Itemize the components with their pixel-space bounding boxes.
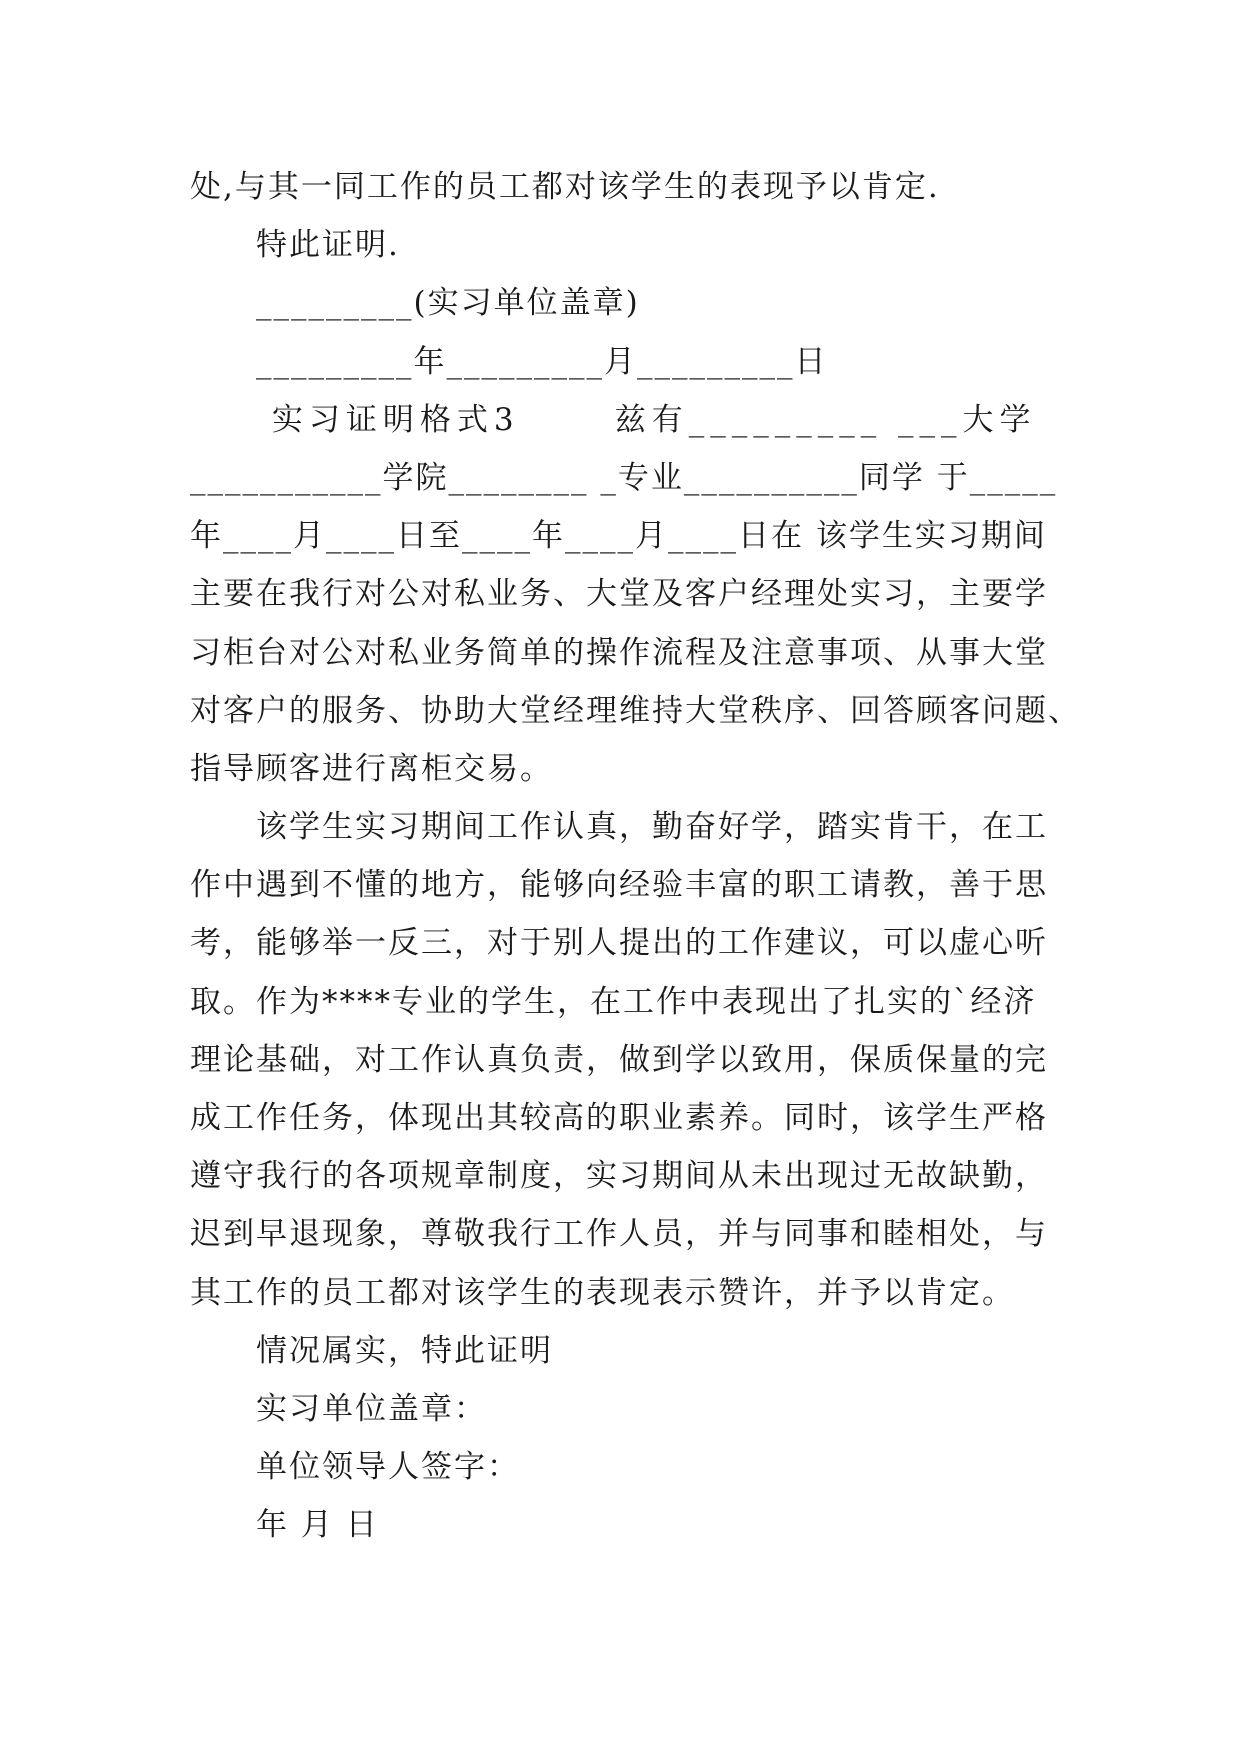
paragraph-line: 习柜台对公对私业务简单的操作流程及注意事项、从事大堂: [190, 634, 1048, 671]
paragraph-line: 其工作的员工都对该学生的表现表示赞许，并予以肯定。: [190, 1274, 1015, 1311]
paragraph-line: 成工作任务，体现出其较高的职业素养。同时，该学生严格: [190, 1100, 1048, 1136]
seal-line: _________(实习单位盖章): [256, 285, 640, 322]
paragraph-line: 取。作为****专业的学生，在工作中表现出了扎实的`经济: [190, 983, 1037, 1020]
paragraph-line: 迟到早退现象，尊敬我行工作人员，并与同事和睦相处，与: [190, 1216, 1048, 1253]
document-body: [190, 158, 1081, 1555]
paragraph-line: 主要在我行对公对私业务、大堂及客户经理处实习，主要学: [190, 576, 1048, 613]
seal-label: 实习单位盖章：: [256, 1390, 487, 1427]
paragraph-line: 处,与其一同工作的员工都对该学生的表现予以肯定.: [190, 169, 940, 205]
paragraph-line: 对客户的服务、协助大堂经理维持大堂秩序、回答顾客问题、: [190, 692, 1081, 729]
paragraph-line: 指导顾客进行离柜交易。: [190, 750, 553, 787]
paragraph-line: 考，能够举一反三，对于别人提出的工作建议，可以虚心听: [190, 925, 1048, 962]
date-line: _________年_________月_________日: [256, 343, 828, 380]
paragraph-line: 作中遇到不懂的地方，能够向经验丰富的职工请教，善于思: [190, 867, 1048, 904]
paragraph-line: 该学生实习期间工作认真，勤奋好学，踏实肯干，在工: [256, 809, 1048, 846]
paragraph-line: ___________学院________ _专业__________同学 于_____: [190, 459, 1058, 496]
paragraph-line: 年____月____日至____年____月____日在 该学生实习期间: [190, 518, 1047, 555]
paragraph-line: 特此证明.: [256, 227, 400, 264]
section-heading: 实习证明格式3 兹有_________ ___大学: [256, 401, 1037, 438]
date-label: 年 月 日: [256, 1507, 379, 1544]
signature-label: 单位领导人签字：: [256, 1449, 520, 1486]
paragraph-line: 理论基础，对工作认真负责，做到学以致用，保质保量的完: [190, 1041, 1048, 1078]
paragraph-line: 遵守我行的各项规章制度，实习期间从未出现过无故缺勤，: [190, 1158, 1048, 1195]
closing-line: 情况属实，特此证明: [256, 1332, 553, 1369]
